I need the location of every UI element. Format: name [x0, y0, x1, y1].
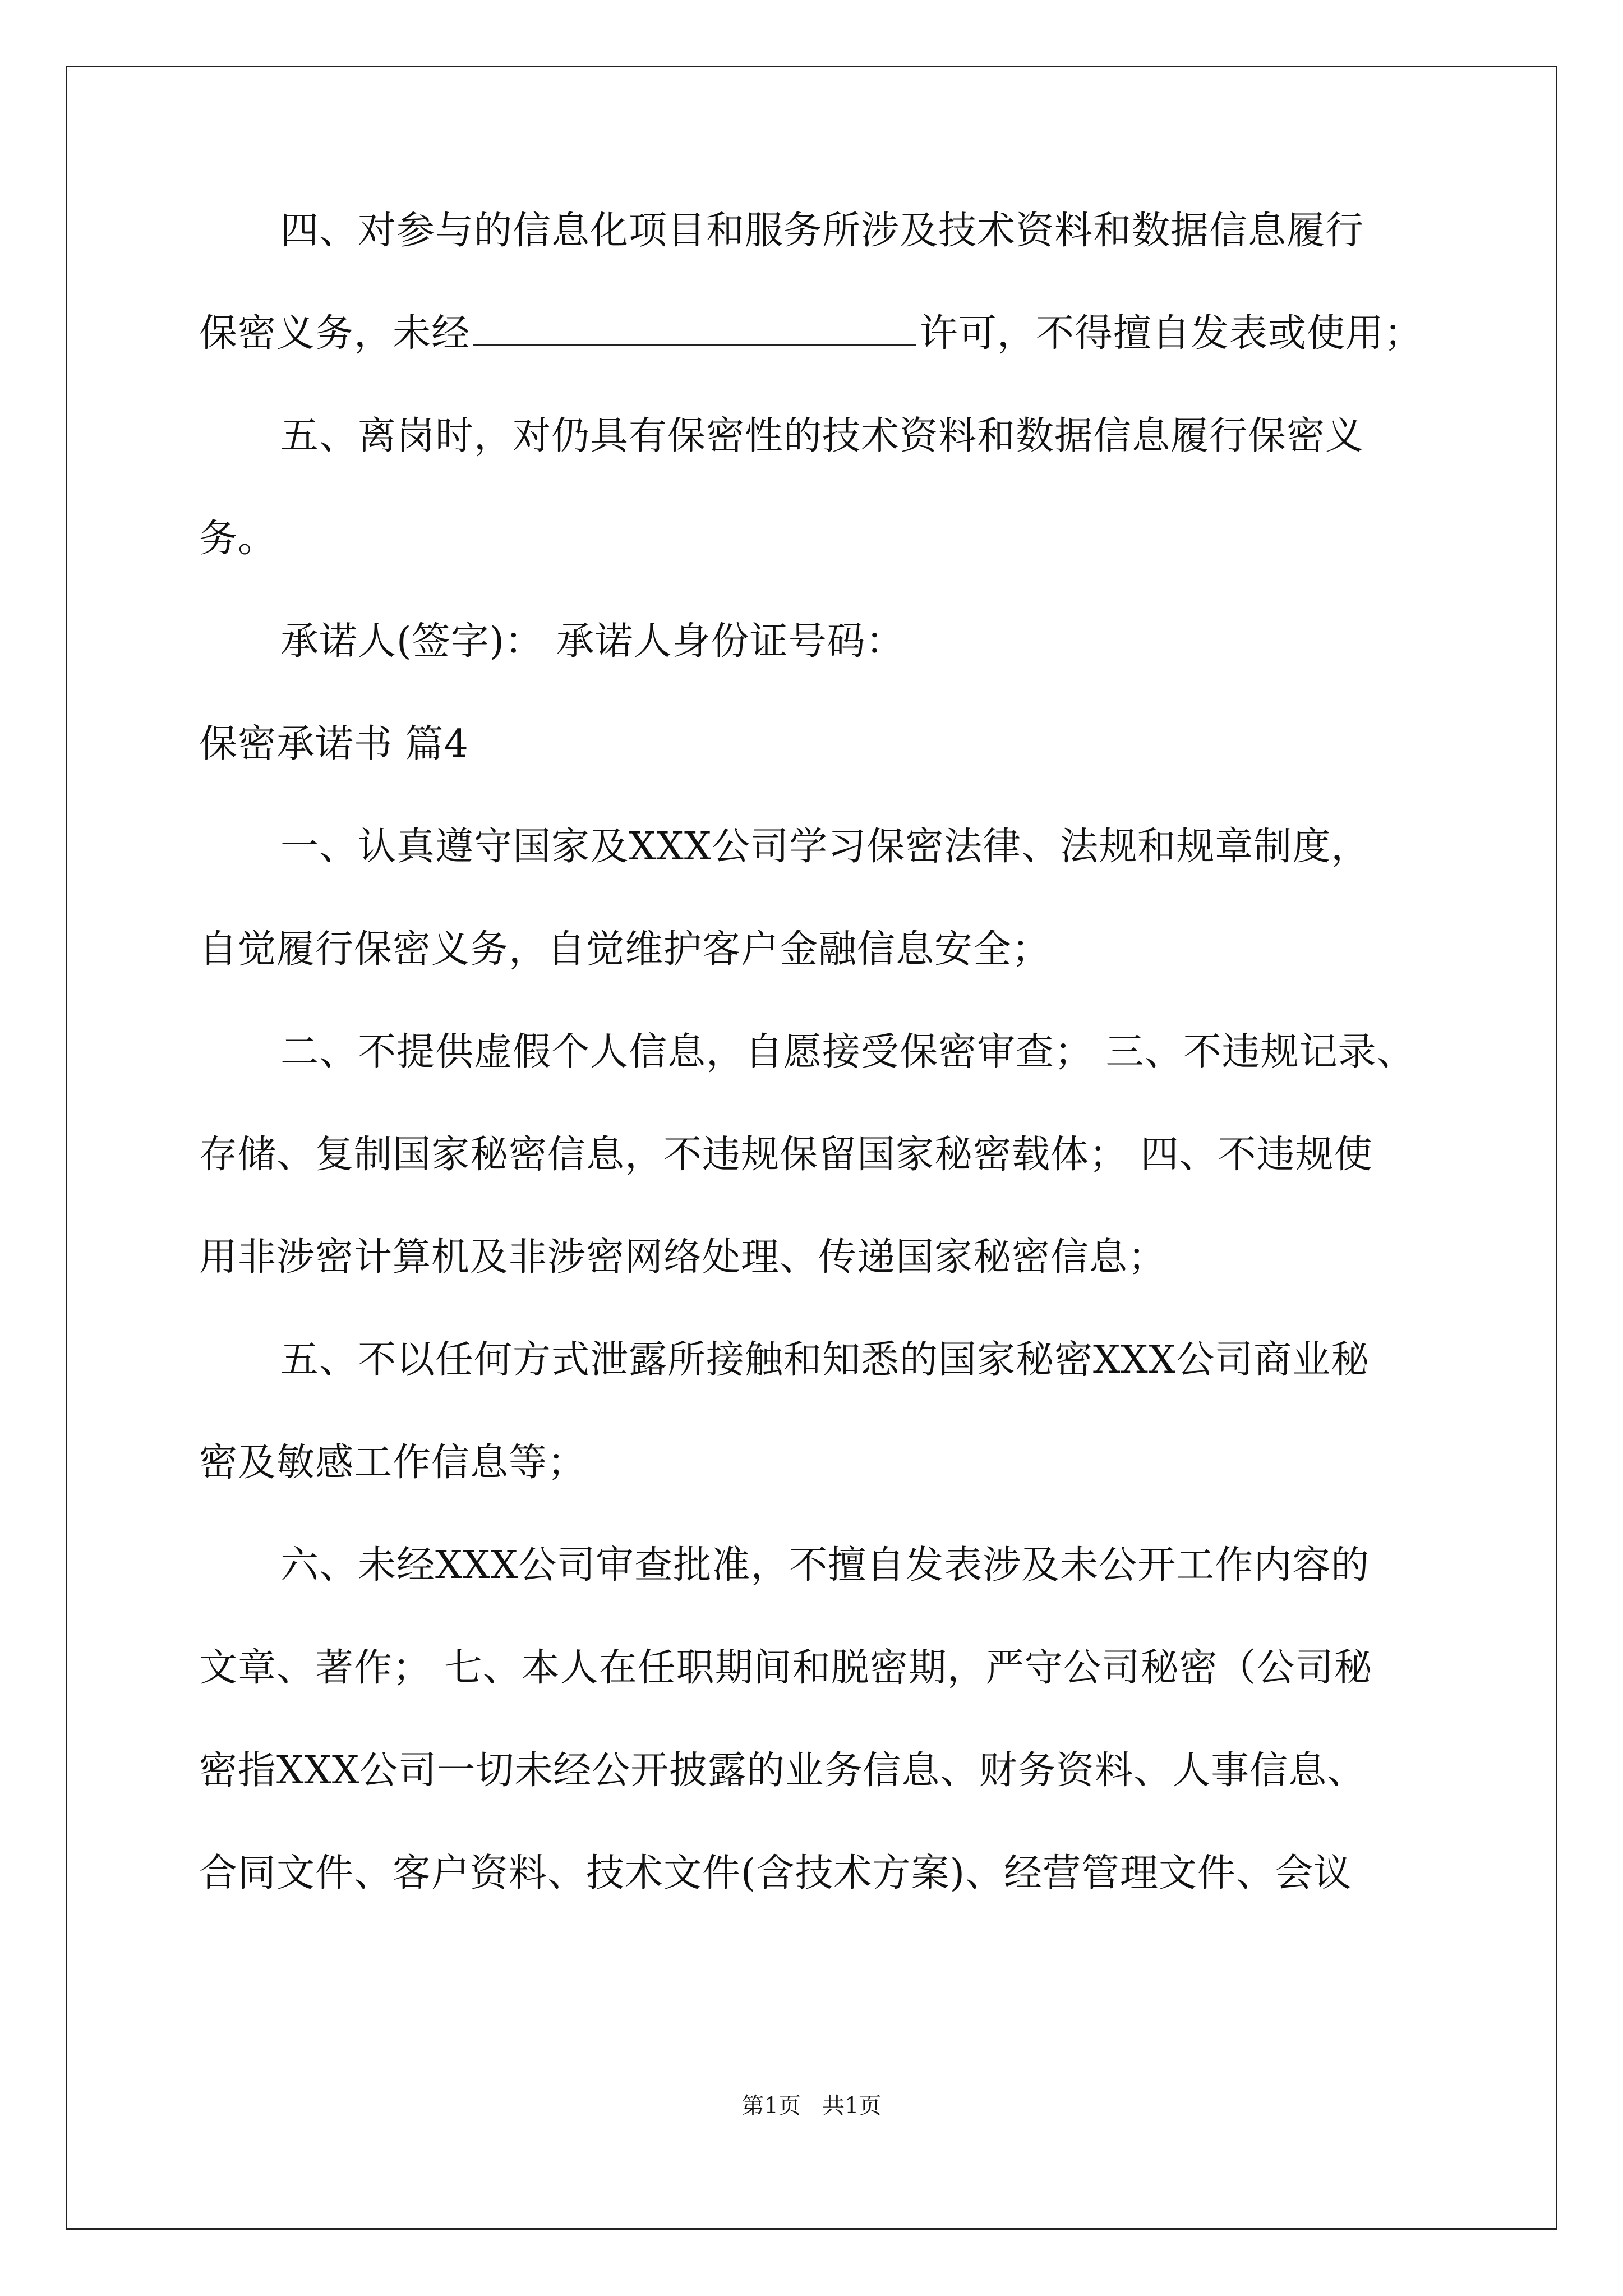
page-footer: 第1页 共1页	[741, 2093, 882, 2119]
signature-blank	[473, 311, 916, 346]
item-6-line-2: 文章、著作； 七、本人在任职期间和脱密期，严守公司秘密（公司秘	[199, 1646, 1373, 1690]
item-6-line-3: 密指XXX公司一切未经公开披露的业务信息、财务资料、人事信息、	[199, 1749, 1366, 1793]
paragraph-5-line-2: 务。	[199, 517, 277, 561]
item-6-line-4: 合同文件、客户资料、技术文件(含技术方案)、经营管理文件、会议	[199, 1851, 1353, 1895]
item-1-line-2: 自觉履行保密义务，自觉维护客户金融信息安全；	[199, 927, 1051, 972]
signature-line: 承诺人(签字)： 承诺人身份证号码：	[280, 619, 905, 664]
item-2-line-1: 二、不提供虚假个人信息，自愿接受保密审查； 三、不违规记录、	[280, 1030, 1415, 1074]
item-2-line-3: 用非涉密计算机及非涉密网络处理、传递国家秘密信息；	[199, 1235, 1167, 1280]
paragraph-5-line-1: 五、离岗时，对仍具有保密性的技术资料和数据信息履行保密义	[280, 414, 1364, 458]
text-segment: 保密义务，未经	[199, 311, 471, 356]
section-heading: 保密承诺书 篇4	[199, 722, 469, 766]
text-segment: 许可，不得擅自发表或使用；	[920, 311, 1423, 356]
item-6-line-1: 六、未经XXX公司审查批准，不擅自发表涉及未公开工作内容的	[280, 1543, 1370, 1588]
item-5-line-2: 密及敏感工作信息等；	[199, 1441, 587, 1485]
paragraph-4-line-2	[199, 310, 1423, 357]
item-5-line-1: 五、不以任何方式泄露所接触和知悉的国家秘密XXX公司商业秘	[280, 1338, 1370, 1382]
item-2-line-2: 存储、复制国家秘密信息，不违规保留国家秘密载体； 四、不违规使	[199, 1133, 1373, 1177]
item-1-line-1: 一、认真遵守国家及XXX公司学习保密法律、法规和规章制度，	[280, 825, 1370, 869]
paragraph-4-line-1: 四、对参与的信息化项目和服务所涉及技术资料和数据信息履行	[280, 209, 1364, 253]
